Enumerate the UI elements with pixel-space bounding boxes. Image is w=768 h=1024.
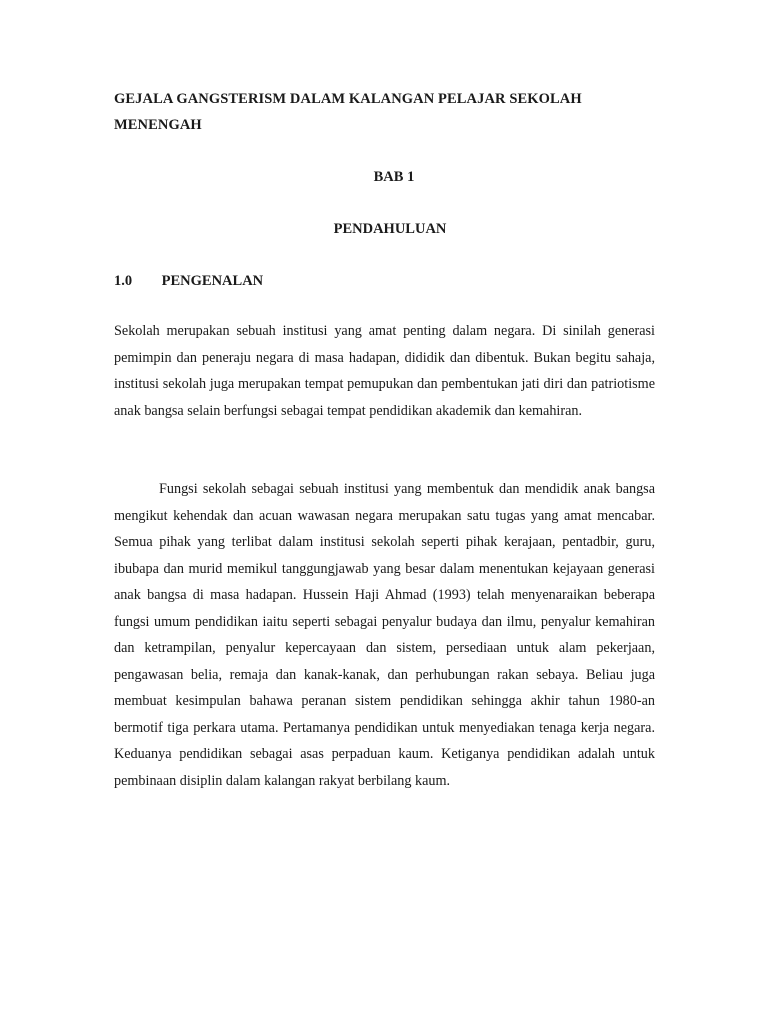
- section-title: PENGENALAN: [161, 273, 264, 289]
- section-number: 1.0: [114, 273, 133, 289]
- document-title: GEJALA GANGSTERISM DALAM KALANGAN PELAJAR SEKOLAH MENENGAH: [114, 91, 582, 133]
- chapter-number: BAB 1: [373, 169, 415, 185]
- section-heading: [114, 271, 263, 291]
- chapter-title: PENDAHULUAN: [333, 221, 447, 237]
- paragraph-school-functions: Fungsi sekolah sebagai sebuah institusi yang membentuk dan mendidik anak bangsa mengikut kehendak dan acuan wawasan negara merupakan satu tugas yang amat mencabar. Semua pihak yang terlibat dalam institusi sekolah seperti pihak kerajaan, pentadbir, guru, ibubapa dan murid memikul tanggungjawab yang besar dalam menentukan kejayaan generasi anak bangsa di masa hadapan. Hussein Haji Ahmad (1993) telah menyenaraikan beberapa fungsi umum pendidikan iaitu seperti sebagai penyalur budaya dan ilmu, penyalur kemahiran dan ketrampilan, penyalur kepercayaan dan sistem, persediaan untuk alam pekerjaan, pengawasan belia, remaja dan kanak-kanak, dan perhubungan rakan sebaya. Beliau juga membuat kesimpulan bahawa peranan sistem pendidikan sehingga akhir tahun 1980-an bermotif tiga perkara utama. Pertamanya pendidikan untuk menyediakan tenaga kerja negara. Keduanya pendidikan sebagai asas perpaduan kaum. Ketiganya pendidikan adalah untuk pembinaan disiplin dalam kalangan rakyat berbilang kaum.: [114, 481, 655, 789]
- paragraph-introduction: Sekolah merupakan sebuah institusi yang amat penting dalam negara. Di sinilah generasi pemimpin dan peneraju negara di masa hadapan, dididik dan dibentuk. Bukan begitu sahaja, institusi sekolah juga merupakan tempat pemupukan dan pembentukan jati diri dan patriotisme anak bangsa selain berfungsi sebagai tempat pendidikan akademik dan kemahiran.: [114, 323, 655, 419]
